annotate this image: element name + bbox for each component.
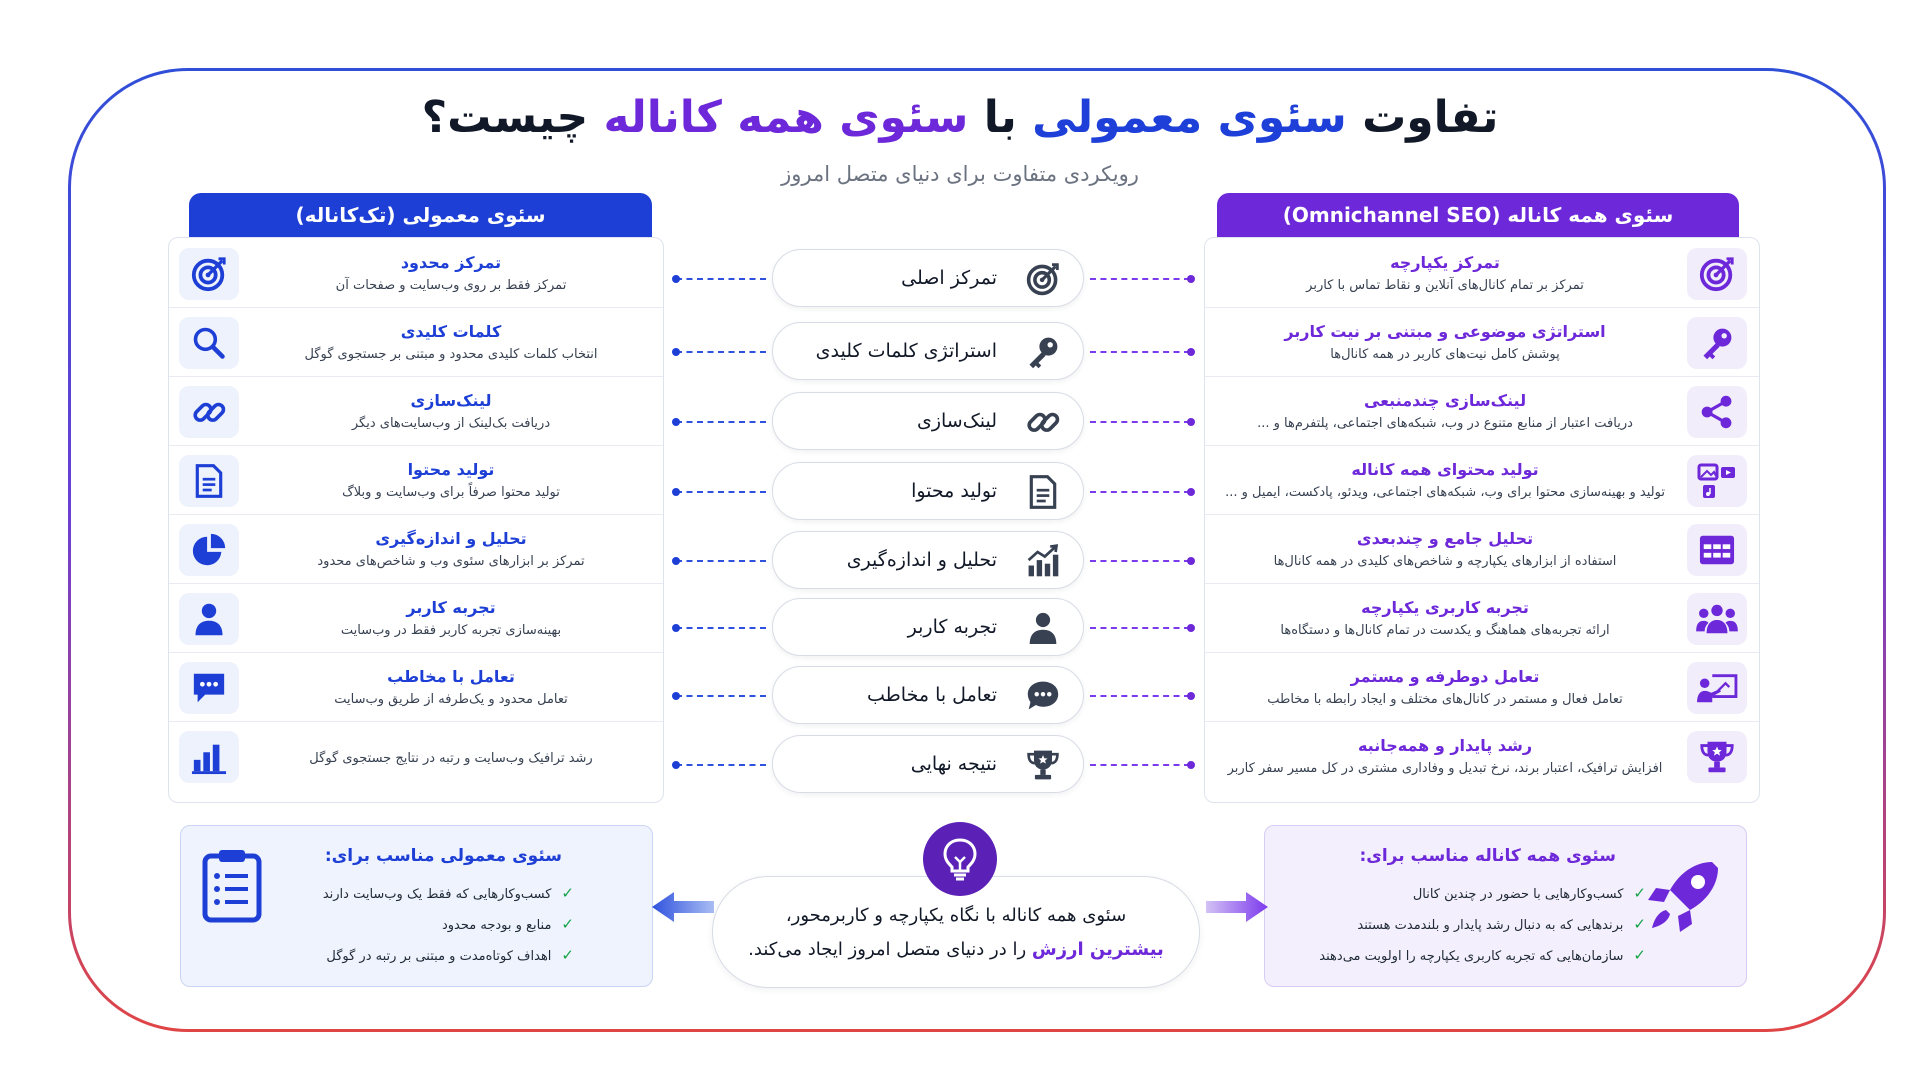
left-row-result xyxy=(169,721,663,790)
row-title: لینک‌سازی xyxy=(410,390,492,410)
pill-label: تمرکز اصلی xyxy=(901,267,997,289)
check-icon: ✓ xyxy=(1633,946,1646,964)
pill-label: نتیجه نهایی xyxy=(910,753,997,775)
right-connector xyxy=(1090,764,1190,766)
check-icon: ✓ xyxy=(561,915,574,933)
media-icon xyxy=(1687,455,1747,507)
left-dot xyxy=(672,418,680,426)
page-subtitle: رویکردی متفاوت برای دنیای متصل امروز xyxy=(781,162,1139,186)
box-list xyxy=(1319,878,1646,971)
row-description: تمرکز فقط بر روی وب‌سایت و صفحات آن xyxy=(335,277,567,293)
target-icon xyxy=(179,248,239,300)
pill-label: تجربه کاربر xyxy=(907,616,997,638)
left-connector xyxy=(676,695,766,697)
list-item: ✓برندهایی که به دنبال رشد پایدار و بلندمدت هستند xyxy=(1357,915,1646,933)
trophy-icon xyxy=(1025,747,1061,783)
center-pill-keyword-strategy xyxy=(772,322,1084,380)
row-title: لینک‌سازی چندمنبعی xyxy=(1363,390,1527,410)
left-dot xyxy=(672,275,680,283)
traditional-seo-suitable-box xyxy=(180,825,653,987)
row-title: تمرکز محدود xyxy=(400,252,502,272)
traditional-seo-panel xyxy=(168,237,664,803)
left-row-engagement xyxy=(169,652,663,722)
search-icon xyxy=(179,317,239,369)
pill-label: تحلیل و اندازه‌گیری xyxy=(846,549,997,571)
chart-up-icon xyxy=(1025,543,1061,579)
conclusion-line-2: بیشترین ارزش را در دنیای متصل امروز ایجاد می‌کند. xyxy=(748,939,1164,960)
left-dot xyxy=(672,624,680,632)
chat-icon xyxy=(179,662,239,714)
key-icon xyxy=(1025,334,1061,370)
row-description: تولید و بهینه‌سازی محتوا برای وب، شبکه‌های اجتماعی، ویدئو، پادکست، ایمیل و ... xyxy=(1225,484,1665,500)
left-connector xyxy=(676,560,766,562)
row-description: افزایش ترافیک، اعتبار برند، نرخ تبدیل و وفاداری مشتری در کل مسیر سفر کاربر xyxy=(1227,760,1663,776)
right-row-linkbuilding xyxy=(1205,376,1759,446)
row-description: تعامل فعال و مستمر در کانال‌های مختلف و ایجاد رابطه با مخاطب xyxy=(1267,691,1623,707)
left-dot xyxy=(672,488,680,496)
right-row-engagement xyxy=(1205,652,1759,722)
left-row-keywords xyxy=(169,307,663,377)
pill-label: تعامل با مخاطب xyxy=(867,684,997,706)
center-pill-analytics xyxy=(772,531,1084,589)
right-dot xyxy=(1187,624,1195,632)
user-icon xyxy=(1025,610,1061,646)
presenter-icon xyxy=(1687,662,1747,714)
right-connector xyxy=(1090,627,1190,629)
row-title: تجربه کاربری یکپارچه xyxy=(1361,597,1529,617)
arrow-right-icon xyxy=(1206,890,1268,928)
row-title: رشد پایدار و همه‌جانبه xyxy=(1357,735,1533,755)
row-title: تولید محتوای همه کاناله xyxy=(1351,459,1539,479)
arrow-left-icon xyxy=(652,890,714,928)
left-dot xyxy=(672,348,680,356)
box-list xyxy=(323,878,574,971)
right-dot xyxy=(1187,348,1195,356)
pill-label: استراتژی کلمات کلیدی xyxy=(815,340,997,362)
left-connector xyxy=(676,278,766,280)
dashboard-icon xyxy=(1687,524,1747,576)
center-pill-content-production xyxy=(772,462,1084,520)
check-icon: ✓ xyxy=(1633,915,1646,933)
bar-chart-icon xyxy=(179,731,239,783)
row-title: استراتژی موضوعی و مبتنی بر نیت کاربر xyxy=(1284,321,1606,341)
center-pill-user-experience xyxy=(772,598,1084,656)
box-title: سئوی معمولی مناسب برای: xyxy=(324,846,562,866)
right-connector xyxy=(1090,421,1190,423)
document-icon xyxy=(1025,474,1061,510)
clipboard-icon xyxy=(201,848,263,928)
check-icon: ✓ xyxy=(1633,884,1646,902)
left-row-content xyxy=(169,445,663,515)
left-connector xyxy=(676,491,766,493)
left-connector xyxy=(676,351,766,353)
row-description: بهینه‌سازی تجربه کاربر فقط در وب‌سایت xyxy=(340,622,562,638)
right-row-content xyxy=(1205,445,1759,515)
list-item: ✓اهداف کوتاه‌مدت و مبتنی بر رتبه در گوگل xyxy=(326,946,574,964)
row-title: تحلیل و اندازه‌گیری xyxy=(375,528,527,548)
share-icon xyxy=(1687,386,1747,438)
target-icon xyxy=(1687,248,1747,300)
right-dot xyxy=(1187,692,1195,700)
row-description: تمرکز بر ابزارهای سئوی وب و شاخص‌های محدود xyxy=(317,553,585,569)
left-row-ux xyxy=(169,583,663,653)
list-item: ✓کسب‌وکارهایی که فقط یک وب‌سایت دارند xyxy=(322,884,574,902)
rocket-icon xyxy=(1642,854,1726,942)
right-dot xyxy=(1187,275,1195,283)
user-icon xyxy=(179,593,239,645)
left-dot xyxy=(672,557,680,565)
check-icon: ✓ xyxy=(561,884,574,902)
row-description: ارائه تجربه‌های هماهنگ و یکدست در تمام کانال‌ها و دستگاه‌ها xyxy=(1280,622,1610,638)
list-item: ✓سازمان‌هایی که تجربه کاربری یکپارچه را اولویت می‌دهند xyxy=(1319,946,1646,964)
left-connector xyxy=(676,764,766,766)
left-dot xyxy=(672,692,680,700)
omnichannel-seo-panel xyxy=(1204,237,1760,803)
right-connector xyxy=(1090,695,1190,697)
row-description: پوشش کامل نیت‌های کاربر در همه کانال‌ها xyxy=(1330,346,1560,362)
center-pill-link-building xyxy=(772,392,1084,450)
pill-label: تولید محتوا xyxy=(911,480,997,502)
row-description: انتخاب کلمات کلیدی محدود و مبتنی بر جستجوی گوگل xyxy=(304,346,598,362)
conclusion-line-1: سئوی همه کاناله با نگاه یکپارچه و کاربرمحور، xyxy=(785,905,1127,926)
right-dot xyxy=(1187,488,1195,496)
lightbulb-icon xyxy=(923,822,997,896)
center-pill-final-result xyxy=(772,735,1084,793)
box-title: سئوی همه کاناله مناسب برای: xyxy=(1359,846,1616,866)
row-title: تجربه کاربر xyxy=(406,597,496,617)
pie-chart-icon xyxy=(179,524,239,576)
row-title: تولید محتوا xyxy=(407,459,495,479)
left-connector xyxy=(676,421,766,423)
group-icon xyxy=(1687,593,1747,645)
right-dot xyxy=(1187,557,1195,565)
center-pill-audience-engagement xyxy=(772,666,1084,724)
right-dot xyxy=(1187,761,1195,769)
right-row-keywords xyxy=(1205,307,1759,377)
link-icon xyxy=(179,386,239,438)
row-title: تمرکز یکپارچه xyxy=(1390,252,1500,272)
right-connector xyxy=(1090,278,1190,280)
right-row-ux xyxy=(1205,583,1759,653)
row-description: رشد ترافیک وب‌سایت و رتبه در نتایج جستجوی گوگل xyxy=(309,751,593,766)
left-connector xyxy=(676,627,766,629)
center-pill-main-focus xyxy=(772,249,1084,307)
target-icon xyxy=(1025,261,1061,297)
list-item: ✓منابع و بودجه محدود xyxy=(441,915,574,933)
left-row-linkbuilding xyxy=(169,376,663,446)
left-column-header: سئوی معمولی (تک‌کاناله) xyxy=(189,193,652,237)
link-icon xyxy=(1025,404,1061,440)
trophy-icon xyxy=(1687,731,1747,783)
right-row-result xyxy=(1205,721,1759,790)
right-connector xyxy=(1090,351,1190,353)
row-title: کلمات کلیدی xyxy=(400,321,502,341)
row-description: تولید محتوا صرفاً برای وب‌سایت و وبلاگ xyxy=(342,484,560,500)
row-description: دریافت بک‌لینک از وب‌سایت‌های دیگر xyxy=(351,415,551,431)
left-row-analytics xyxy=(169,514,663,584)
chat-icon xyxy=(1025,678,1061,714)
right-row-analytics xyxy=(1205,514,1759,584)
right-dot xyxy=(1187,418,1195,426)
row-title: تعامل دوطرفه و مستمر xyxy=(1350,666,1540,686)
right-row-focus xyxy=(1205,238,1759,308)
right-column-header: سئوی همه کاناله (Omnichannel SEO) xyxy=(1217,193,1739,237)
list-item: ✓کسب‌وکارهایی با حضور در چندین کانال xyxy=(1412,884,1646,902)
document-icon xyxy=(179,455,239,507)
row-description: دریافت اعتبار از منابع متنوع در وب، شبکه‌های اجتماعی، پلتفرم‌ها و ... xyxy=(1257,415,1633,431)
row-description: تعامل محدود و یک‌طرفه از طریق وب‌سایت xyxy=(334,691,568,707)
left-row-focus xyxy=(169,238,663,308)
row-title: تعامل با مخاطب xyxy=(387,666,515,686)
row-description: تمرکز بر تمام کانال‌های آنلاین و نقاط تماس با کاربر xyxy=(1306,277,1584,293)
check-icon: ✓ xyxy=(561,946,574,964)
key-icon xyxy=(1687,317,1747,369)
right-connector xyxy=(1090,491,1190,493)
omnichannel-seo-suitable-box xyxy=(1264,825,1747,987)
page-title: تفاوت سئوی معمولی با سئوی همه کاناله چیست؟ xyxy=(421,92,1499,143)
right-connector xyxy=(1090,560,1190,562)
row-description: استفاده از ابزارهای یکپارچه و شاخص‌های کلیدی در همه کانال‌ها xyxy=(1273,553,1617,569)
left-dot xyxy=(672,761,680,769)
row-title: تحلیل جامع و چندبعدی xyxy=(1356,528,1534,548)
pill-label: لینک‌سازی xyxy=(916,410,997,432)
